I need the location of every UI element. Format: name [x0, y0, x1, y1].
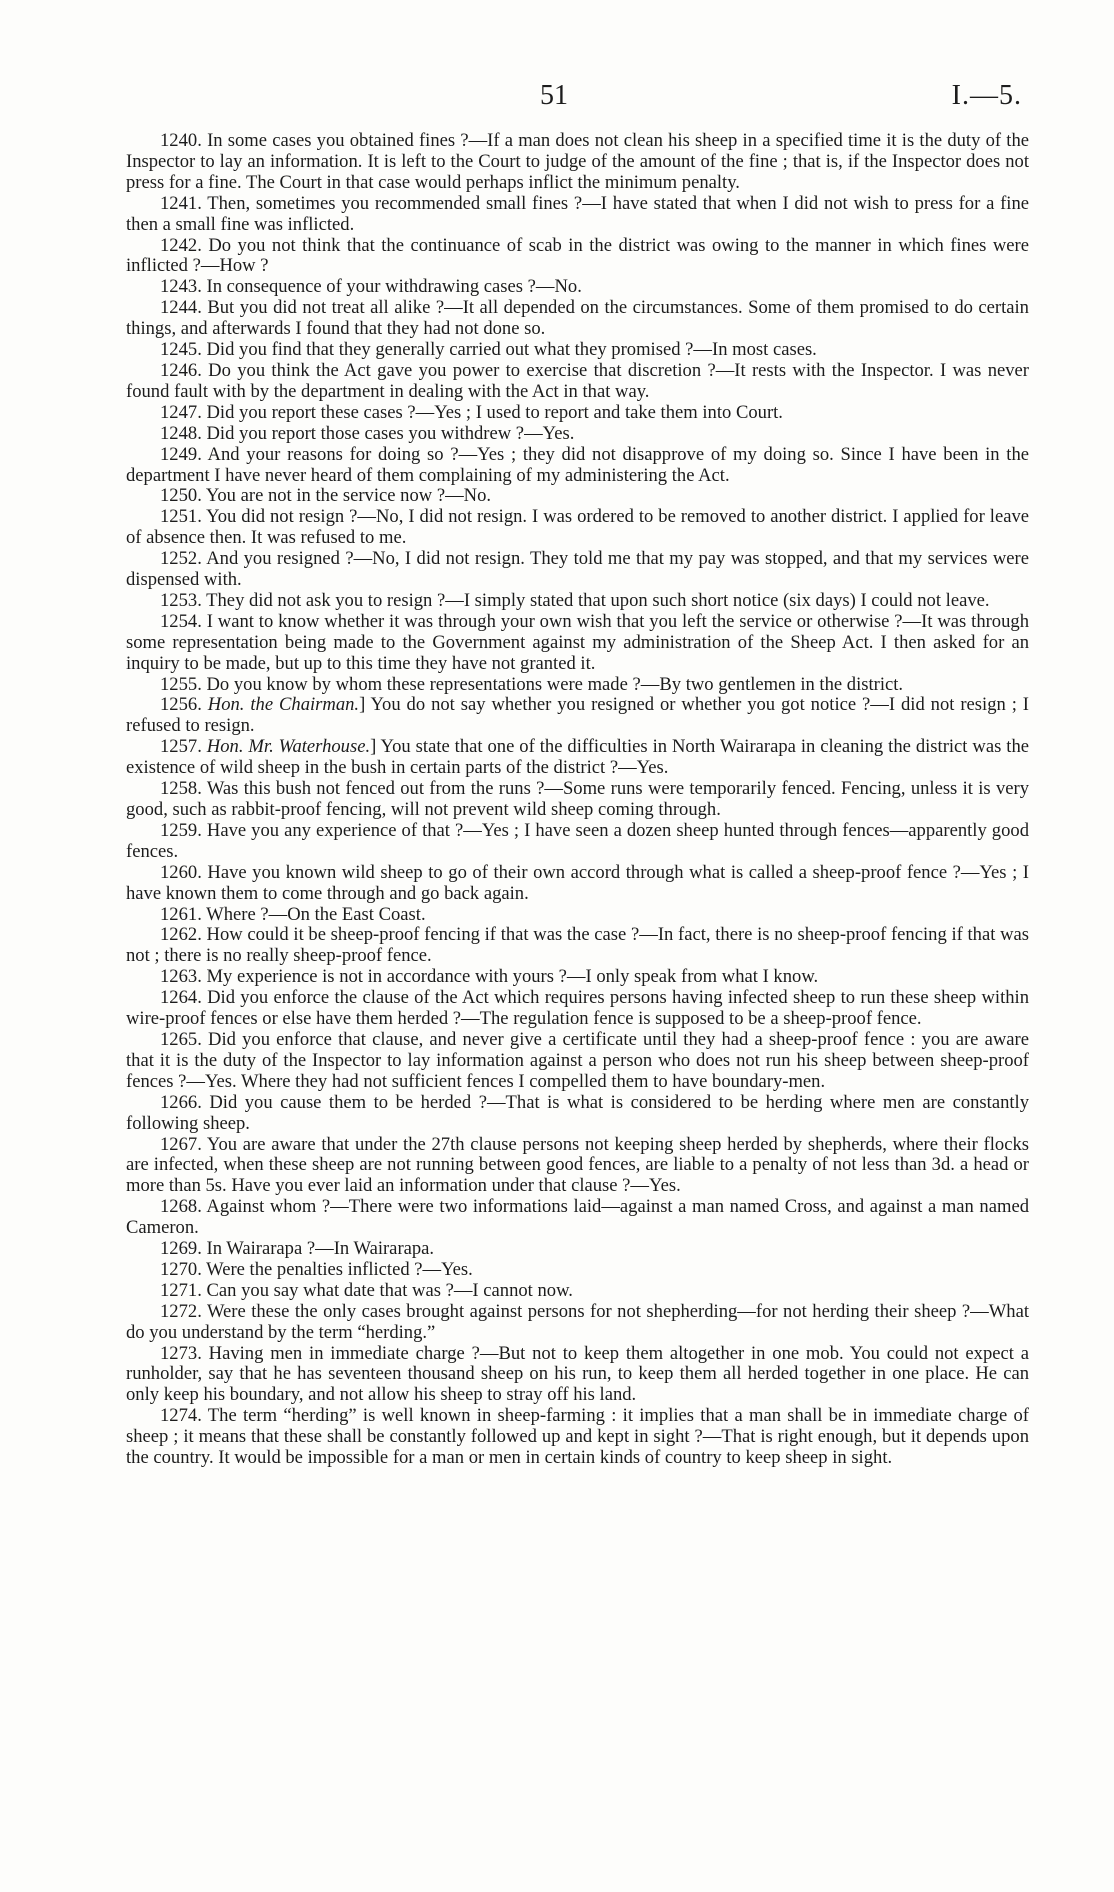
question-number: 1256.: [160, 694, 202, 716]
testimony-text: Do you think the Act gave you power to exercise that discretion ?—It rests with the Inspector. I was never found fault with by the department in dealing with the Act in that way.: [126, 359, 1029, 402]
testimony-text: Did you report these cases ?—Yes ; I used to report and take them into Court.: [206, 401, 783, 423]
question-number: 1259.: [160, 819, 202, 841]
question-number: 1242.: [160, 234, 202, 256]
question-number: 1271.: [160, 1279, 202, 1301]
question-number: 1249.: [160, 443, 202, 465]
testimony-paragraph: [126, 507, 1029, 549]
testimony-text: Then, sometimes you recommended small fines ?—I have stated that when I did not wish to press for a fine then a small fine was inflicted.: [126, 192, 1029, 235]
testimony-paragraph: [126, 549, 1029, 591]
testimony-text: Can you say what date that was ?—I cannot now.: [206, 1279, 573, 1301]
testimony-text: You did not resign ?—No, I did not resign. I was ordered to be removed to another district. I applied for leave of absence then. It was refused to me.: [126, 506, 1029, 549]
testimony-paragraph: [126, 737, 1029, 779]
testimony-paragraph: [126, 695, 1029, 737]
question-number: 1257.: [160, 736, 202, 758]
question-number: 1252.: [160, 548, 202, 570]
testimony-paragraph: [126, 340, 1029, 361]
testimony-paragraph: [126, 1135, 1029, 1198]
question-number: 1273.: [160, 1342, 202, 1364]
document-reference: I.—5.: [951, 80, 1022, 111]
testimony-paragraph: [126, 445, 1029, 487]
testimony-text: Do you not think that the continuance of scab in the district was owing to the manner in which fines were inflicted ?—How ?: [126, 234, 1030, 277]
testimony-paragraph: [126, 591, 1029, 612]
testimony-text: Against whom ?—There were two informations laid—against a man named Cross, and against a man named Cameron.: [126, 1196, 1029, 1239]
question-number: 1258.: [160, 778, 202, 800]
testimony-text: ] You do not say whether you resigned or whether you got notice ?—I did not resign ; I refused to resign.: [126, 694, 1029, 737]
question-number: 1244.: [160, 297, 202, 319]
testimony-paragraph: [126, 131, 1029, 194]
question-number: 1266.: [160, 1091, 202, 1113]
testimony-paragraph: [126, 194, 1029, 236]
testimony-paragraph: [126, 361, 1029, 403]
question-number: 1248.: [160, 422, 202, 444]
testimony-paragraph: [126, 277, 1029, 298]
testimony-paragraph: [126, 905, 1029, 926]
question-number: 1262.: [160, 924, 202, 946]
testimony-paragraph: [126, 236, 1029, 278]
testimony-text: I want to know whether it was through your own wish that you left the service or otherwise ?—It was through some representation being made to the Government against my administration of the Sheep Act. I then asked for an inquiry to be made, but up to this time they have not granted it.: [126, 610, 1029, 674]
testimony-paragraph: [126, 298, 1029, 340]
testimony-paragraph: [126, 967, 1029, 988]
testimony-text: And your reasons for doing so ?—Yes ; they did not disapprove of my doing so. Since I have been in the department I have never heard of them complaining of my administering the Act.: [126, 443, 1029, 486]
testimony-paragraph: [126, 1302, 1029, 1344]
testimony-paragraph: [126, 821, 1029, 863]
testimony-paragraph: [126, 403, 1029, 424]
question-number: 1246.: [160, 359, 202, 381]
testimony-text: In Wairarapa ?—In Wairarapa.: [206, 1238, 435, 1260]
testimony-paragraph: [126, 1406, 1029, 1469]
page-number: 51: [540, 80, 568, 111]
testimony-text: Were the penalties inflicted ?—Yes.: [206, 1258, 473, 1280]
question-number: 1240.: [160, 130, 202, 151]
question-number: 1263.: [160, 966, 202, 988]
testimony-paragraph: [126, 612, 1029, 675]
testimony-text: My experience is not in accordance with yours ?—I only speak from what I know.: [206, 966, 819, 988]
page-header: [0, 80, 1114, 120]
question-number: 1267.: [160, 1133, 202, 1155]
question-number: 1265.: [160, 1028, 202, 1050]
question-number: 1272.: [160, 1300, 202, 1322]
testimony-text: Having men in immediate charge ?—But not to keep them altogether in one mob. You could not expect a runholder, say that he has seventeen thousand sheep on his run, to keep them all herded together in one place. He can only keep his boundary, and not allow his sheep to stray off his land.: [126, 1342, 1029, 1406]
speaker-name: Hon. Mr. Waterhouse.: [206, 736, 371, 758]
question-number: 1269.: [160, 1238, 202, 1260]
question-number: 1247.: [160, 401, 202, 423]
question-number: 1261.: [160, 903, 202, 925]
testimony-text: Did you enforce the clause of the Act which requires persons having infected sheep to run these sheep within wire-proof fences or else have them herded ?—The regulation fence is supposed to be a sheep-proof fence.: [126, 987, 1029, 1030]
question-number: 1254.: [160, 610, 202, 632]
testimony-text: How could it be sheep-proof fencing if that was the case ?—In fact, there is no sheep-proof fencing if that was not ; there is no really sheep-proof fence.: [126, 924, 1029, 967]
question-number: 1260.: [160, 861, 202, 883]
question-number: 1245.: [160, 339, 202, 361]
question-number: 1274.: [160, 1405, 202, 1427]
testimony-paragraph: [126, 1344, 1029, 1407]
testimony-text: But you did not treat all alike ?—It all depended on the circumstances. Some of them promised to do certain things, and afterwards I found that they had not done so.: [126, 297, 1029, 340]
testimony-text: Have you known wild sheep to go of their own accord through what is called a sheep-proof fence ?—Yes ; I have known them to come through and go back again.: [126, 861, 1029, 904]
testimony-paragraph: [126, 863, 1029, 905]
question-number: 1270.: [160, 1258, 202, 1280]
document-body: [126, 131, 1029, 1469]
testimony-paragraph: [126, 1030, 1029, 1093]
testimony-paragraph: [126, 779, 1029, 821]
testimony-text: The term “herding” is well known in sheep-farming : it implies that a man shall be in immediate charge of sheep ; it means that these shall be constantly followed up and kept in sight ?—That is right enough, but it depends upon the country. It would be impossible for a man or men in certain kinds of country to keep sheep in sight.: [126, 1405, 1030, 1469]
testimony-text: Did you report those cases you withdrew ?—Yes.: [206, 422, 575, 444]
question-number: 1268.: [160, 1196, 202, 1218]
question-number: 1255.: [160, 673, 202, 695]
testimony-paragraph: [126, 925, 1029, 967]
testimony-text: You are aware that under the 27th clause persons not keeping sheep herded by shepherds, where their flocks are infected, when these sheep are not running between good fences, are liable to a penalty of not less than 3d. a head or more than 5s. Have you ever laid an information under that clause ?—Yes.: [126, 1133, 1029, 1197]
question-number: 1251.: [160, 506, 202, 528]
testimony-text: Where ?—On the East Coast.: [206, 903, 426, 925]
testimony-paragraph: [126, 486, 1029, 507]
testimony-paragraph: [126, 1093, 1029, 1135]
question-number: 1250.: [160, 485, 202, 507]
testimony-text: Did you cause them to be herded ?—That is what is considered to be herding where men are constantly following sheep.: [126, 1091, 1029, 1134]
testimony-text: Do you know by whom these representations were made ?—By two gentlemen in the district.: [206, 673, 904, 695]
testimony-paragraph: [126, 424, 1029, 445]
testimony-text: Did you find that they generally carried out what they promised ?—In most cases.: [206, 339, 817, 361]
testimony-text: Were these the only cases brought against persons for not shepherding—for not herding their sheep ?—What do you understand by the term “herding.”: [126, 1300, 1029, 1343]
question-number: 1253.: [160, 589, 202, 611]
question-number: 1241.: [160, 192, 202, 214]
testimony-text: In consequence of your withdrawing cases ?—No.: [206, 276, 582, 298]
testimony-paragraph: [126, 1197, 1029, 1239]
testimony-text: In some cases you obtained fines ?—If a man does not clean his sheep in a specified time it is the duty of the Inspector to lay an information. It is left to the Court to judge of the amount of the fine ; that is, if the Inspector does not press for a fine. The Court in that case would perhaps inflict the minimum penalty.: [126, 130, 1029, 193]
testimony-text: You are not in the service now ?—No.: [205, 485, 492, 507]
testimony-paragraph: [126, 1281, 1029, 1302]
testimony-text: Was this bush not fenced out from the runs ?—Some runs were temporarily fenced. Fencing, unless it is very good, such as rabbit-proof fencing, will not prevent wild sheep coming through.: [126, 778, 1030, 820]
testimony-text: ] You state that one of the difficulties in North Wairarapa in cleaning the district was the existence of wild sheep in the bush in certain parts of the district ?—Yes.: [126, 736, 1029, 779]
testimony-text: Did you enforce that clause, and never give a certificate until they had a sheep-proof fence : you are aware that it is the duty of the Inspector to lay information against a person who does not run his sheep between sheep-proof fences ?—Yes. Where they had not sufficient fences I compelled them to have boundary-men.: [126, 1028, 1029, 1092]
testimony-paragraph: [126, 675, 1029, 696]
speaker-name: Hon. the Chairman.: [207, 694, 360, 716]
testimony-paragraph: [126, 988, 1029, 1030]
testimony-paragraph: [126, 1260, 1029, 1281]
testimony-text: And you resigned ?—No, I did not resign. They told me that my pay was stopped, and that my services were dispensed with.: [126, 548, 1029, 591]
testimony-text: Have you any experience of that ?—Yes ; I have seen a dozen sheep hunted through fences—apparently good fences.: [126, 819, 1029, 862]
question-number: 1264.: [160, 987, 202, 1009]
testimony-text: They did not ask you to resign ?—I simply stated that upon such short notice (six days) I could not leave.: [206, 589, 990, 611]
testimony-paragraph: [126, 1239, 1029, 1260]
question-number: 1243.: [160, 276, 202, 298]
